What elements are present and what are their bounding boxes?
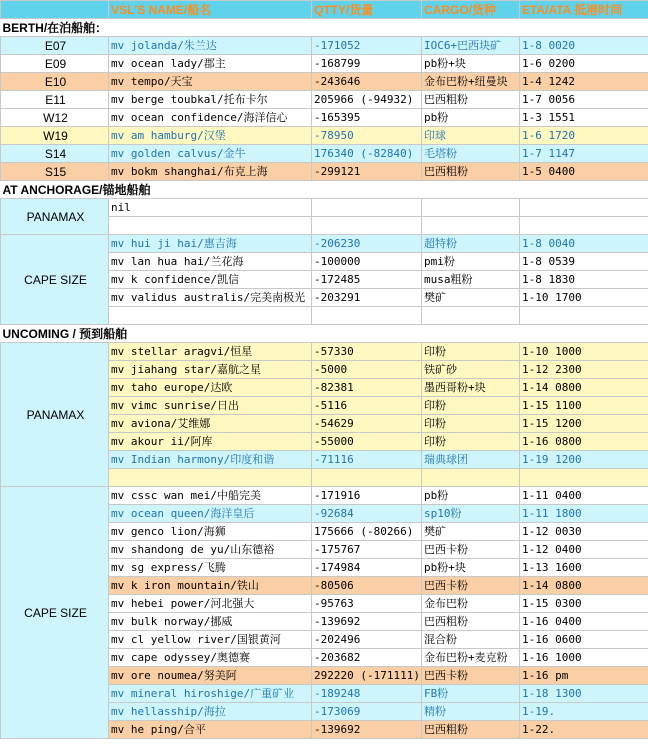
eta-time: 1-12 2300 <box>520 361 648 379</box>
cargo-type: pb粉+块 <box>422 559 520 577</box>
quantity: -55000 <box>312 433 422 451</box>
cargo-type: 樊矿 <box>422 289 520 307</box>
quantity: -174984 <box>312 559 422 577</box>
eta-time: 1-4 1242 <box>520 73 648 91</box>
berth-section-title-label: BERTH/在泊船舶： <box>1 19 648 37</box>
quantity: -71116 <box>312 451 422 469</box>
anchorage-section-title-label: AT ANCHORAGE/锚地船舶 <box>1 181 648 199</box>
cargo-type: 印粉 <box>422 433 520 451</box>
eta-time: 1-15 1100 <box>520 397 648 415</box>
vessel-name: mv bokm shanghai/布克上海 <box>109 163 312 181</box>
table-row <box>1 109 648 127</box>
vessel-name: mv jiahang star/嘉航之星 <box>109 361 312 379</box>
cargo-type: 混合粉 <box>422 631 520 649</box>
quantity: -95763 <box>312 595 422 613</box>
cargo-type: 巴西卡粉 <box>422 667 520 685</box>
berth-number: W12 <box>1 109 109 127</box>
eta-time: 1-12 0030 <box>520 523 648 541</box>
berth-number: W19 <box>1 127 109 145</box>
eta-time: 1-11 0400 <box>520 487 648 505</box>
vessel-name: mv Indian harmony/印度和谐 <box>109 451 312 469</box>
eta-time: 1-14 0800 <box>520 577 648 595</box>
quantity: 175666 (-80266) <box>312 523 422 541</box>
vessel-name: mv validus australis/完美南极光 <box>109 289 312 307</box>
header-vessel: VSL'S NAME/船名 <box>109 1 312 19</box>
table-row <box>1 235 648 253</box>
cargo-type: IOC6+巴西块矿 <box>422 37 520 55</box>
quantity: -203291 <box>312 289 422 307</box>
table-row <box>1 127 648 145</box>
vessel-name: mv berge toubkal/托布卡尔 <box>109 91 312 109</box>
vessel-name <box>109 469 312 487</box>
vessel-name: mv ore noumea/努美阿 <box>109 667 312 685</box>
anchorage-capesize-label: CAPE SIZE <box>1 235 109 325</box>
eta-time: 1-14 0800 <box>520 379 648 397</box>
cargo-type: 精粉 <box>422 703 520 721</box>
cargo-type <box>422 217 520 235</box>
vessel-name: mv stellar aragvi/恒星 <box>109 343 312 361</box>
eta-time <box>520 469 648 487</box>
cargo-type: pb粉 <box>422 109 520 127</box>
quantity: -203682 <box>312 649 422 667</box>
quantity: -189248 <box>312 685 422 703</box>
quantity: -139692 <box>312 721 422 739</box>
quantity <box>312 217 422 235</box>
berth-number: E09 <box>1 55 109 73</box>
upcoming-section-title-label: UNCOMING / 预到船舶 <box>1 325 648 343</box>
vessel-name: mv vimc sunrise/日出 <box>109 397 312 415</box>
eta-time: 1-16 0800 <box>520 433 648 451</box>
vessel-name: mv lan hua hai/兰花海 <box>109 253 312 271</box>
berth-number: S15 <box>1 163 109 181</box>
cargo-type: 巴西卡粉 <box>422 541 520 559</box>
cargo-type: FB粉 <box>422 685 520 703</box>
quantity: -82381 <box>312 379 422 397</box>
vessel-name: mv cape odyssey/奥德赛 <box>109 649 312 667</box>
cargo-type: 印球 <box>422 127 520 145</box>
vessel-name: mv bulk norway/挪威 <box>109 613 312 631</box>
cargo-type: 瑞典球团 <box>422 451 520 469</box>
quantity: -54629 <box>312 415 422 433</box>
cargo-type: 金布巴粉+麦克粉 <box>422 649 520 667</box>
eta-time: 1-8 0539 <box>520 253 648 271</box>
vessel-name: mv hebei power/河北强大 <box>109 595 312 613</box>
upcoming-section-title <box>1 325 648 343</box>
eta-time <box>520 217 648 235</box>
quantity: 292220 (-171111) <box>312 667 422 685</box>
quantity: -78950 <box>312 127 422 145</box>
eta-time: 1-3 1551 <box>520 109 648 127</box>
vessel-name: mv cssc wan mei/中船完美 <box>109 487 312 505</box>
eta-time: 1-19 1200 <box>520 451 648 469</box>
eta-time: 1-6 0200 <box>520 55 648 73</box>
berth-number: E10 <box>1 73 109 91</box>
cargo-type: 毛塔粉 <box>422 145 520 163</box>
eta-time: 1-12 0400 <box>520 541 648 559</box>
quantity: -168799 <box>312 55 422 73</box>
eta-time: 1-19. <box>520 703 648 721</box>
quantity: -173069 <box>312 703 422 721</box>
eta-time <box>520 307 648 325</box>
cargo-type: musa粗粉 <box>422 271 520 289</box>
eta-time: 1-8 0020 <box>520 37 648 55</box>
vessel-name <box>109 217 312 235</box>
quantity: -171052 <box>312 37 422 55</box>
cargo-type: 印粉 <box>422 415 520 433</box>
berth-section-title <box>1 19 648 37</box>
cargo-type: 印粉 <box>422 343 520 361</box>
vessel-name: mv mineral hiroshige/广重矿业 <box>109 685 312 703</box>
quantity: -206230 <box>312 235 422 253</box>
quantity: -202496 <box>312 631 422 649</box>
eta-time: 1-7 1147 <box>520 145 648 163</box>
eta-time: 1-16 pm <box>520 667 648 685</box>
table-row <box>1 73 648 91</box>
header-blank-cell <box>1 1 109 19</box>
eta-time <box>520 199 648 217</box>
quantity <box>312 199 422 217</box>
upcoming-capesize-label: CAPE SIZE <box>1 487 109 739</box>
table-row <box>1 163 648 181</box>
quantity: -57330 <box>312 343 422 361</box>
cargo-type: 巴西卡粉 <box>422 577 520 595</box>
table-row <box>1 55 648 73</box>
eta-time: 1-15 0300 <box>520 595 648 613</box>
berth-number: S14 <box>1 145 109 163</box>
cargo-type: pb粉+块 <box>422 55 520 73</box>
eta-time: 1-5 0400 <box>520 163 648 181</box>
vessel-name: mv golden calvus/金牛 <box>109 145 312 163</box>
vessel-name: mv akour ii/阿库 <box>109 433 312 451</box>
quantity <box>312 469 422 487</box>
cargo-type: 金布巴粉 <box>422 595 520 613</box>
vessel-name: mv cl yellow river/国银黄河 <box>109 631 312 649</box>
vessel-name: mv k iron mountain/铁山 <box>109 577 312 595</box>
anchorage-section-title <box>1 181 648 199</box>
vessel-name: mv taho europe/达欧 <box>109 379 312 397</box>
vessel-name: nil <box>109 199 312 217</box>
eta-time: 1-18 1300 <box>520 685 648 703</box>
berth-number: E11 <box>1 91 109 109</box>
berth-number: E07 <box>1 37 109 55</box>
vessel-name: mv aviona/艾维娜 <box>109 415 312 433</box>
vessel-name: mv sg express/飞腾 <box>109 559 312 577</box>
eta-time: 1-8 0040 <box>520 235 648 253</box>
cargo-type: pb粉 <box>422 487 520 505</box>
cargo-type: 超特粉 <box>422 235 520 253</box>
eta-time: 1-16 0400 <box>520 613 648 631</box>
vessel-name: mv he ping/合平 <box>109 721 312 739</box>
vessel-name: mv k confidence/凯信 <box>109 271 312 289</box>
quantity: -139692 <box>312 613 422 631</box>
eta-time: 1-16 0600 <box>520 631 648 649</box>
cargo-type <box>422 307 520 325</box>
eta-time: 1-10 1000 <box>520 343 648 361</box>
quantity: -175767 <box>312 541 422 559</box>
quantity <box>312 307 422 325</box>
upcoming-panamax-label: PANAMAX <box>1 343 109 487</box>
header-eta: ETA/ATA 抵港时间 <box>520 1 648 19</box>
header-cargo: CARGO/货种 <box>422 1 520 19</box>
quantity: -171916 <box>312 487 422 505</box>
cargo-type: 樊矿 <box>422 523 520 541</box>
quantity: 205966 (-94932) <box>312 91 422 109</box>
cargo-type: 巴西粗粉 <box>422 721 520 739</box>
vessel-name: mv hellasship/海拉 <box>109 703 312 721</box>
table-row <box>1 91 648 109</box>
vessel-name: mv shandong de yu/山东德裕 <box>109 541 312 559</box>
eta-time: 1-6 1720 <box>520 127 648 145</box>
anchorage-panamax-label: PANAMAX <box>1 199 109 235</box>
quantity: -92684 <box>312 505 422 523</box>
eta-time: 1-11 1800 <box>520 505 648 523</box>
quantity: -5116 <box>312 397 422 415</box>
table-row <box>1 37 648 55</box>
cargo-type <box>422 199 520 217</box>
table-row <box>1 487 648 505</box>
quantity: -100000 <box>312 253 422 271</box>
eta-time: 1-16 1000 <box>520 649 648 667</box>
quantity: -5000 <box>312 361 422 379</box>
eta-time: 1-13 1600 <box>520 559 648 577</box>
header-row <box>1 1 648 19</box>
eta-time: 1-22. <box>520 721 648 739</box>
quantity: -172485 <box>312 271 422 289</box>
quantity: 176340 (-82840) <box>312 145 422 163</box>
cargo-type: 墨西哥粉+块 <box>422 379 520 397</box>
vessel-name: mv hui ji hai/惠吉海 <box>109 235 312 253</box>
vessel-name <box>109 307 312 325</box>
eta-time: 1-8 1830 <box>520 271 648 289</box>
vessel-name: mv ocean queen/海洋皇后 <box>109 505 312 523</box>
cargo-type: 金布巴粉+纽曼块 <box>422 73 520 91</box>
table-row <box>1 343 648 361</box>
vessel-name: mv jolanda/朱兰达 <box>109 37 312 55</box>
vessel-name: mv genco lion/海狮 <box>109 523 312 541</box>
quantity: -299121 <box>312 163 422 181</box>
cargo-type: sp10粉 <box>422 505 520 523</box>
eta-time: 1-10 1700 <box>520 289 648 307</box>
cargo-type: 铁矿砂 <box>422 361 520 379</box>
vessel-name: mv am hamburg/汉堡 <box>109 127 312 145</box>
vessel-name: mv tempo/天宝 <box>109 73 312 91</box>
eta-time: 1-7 0056 <box>520 91 648 109</box>
vessel-name: mv ocean lady/郡主 <box>109 55 312 73</box>
cargo-type: 巴西粗粉 <box>422 91 520 109</box>
table-row <box>1 199 648 217</box>
vessel-name: mv ocean confidence/海洋信心 <box>109 109 312 127</box>
cargo-type: 巴西粗粉 <box>422 163 520 181</box>
table-row <box>1 145 648 163</box>
header-qtty: QTTY/货量 <box>312 1 422 19</box>
cargo-type <box>422 469 520 487</box>
eta-time: 1-15 1200 <box>520 415 648 433</box>
quantity: -243646 <box>312 73 422 91</box>
quantity: -80506 <box>312 577 422 595</box>
cargo-type: 印粉 <box>422 397 520 415</box>
cargo-type: pmi粉 <box>422 253 520 271</box>
quantity: -165395 <box>312 109 422 127</box>
cargo-type: 巴西粗粉 <box>422 613 520 631</box>
